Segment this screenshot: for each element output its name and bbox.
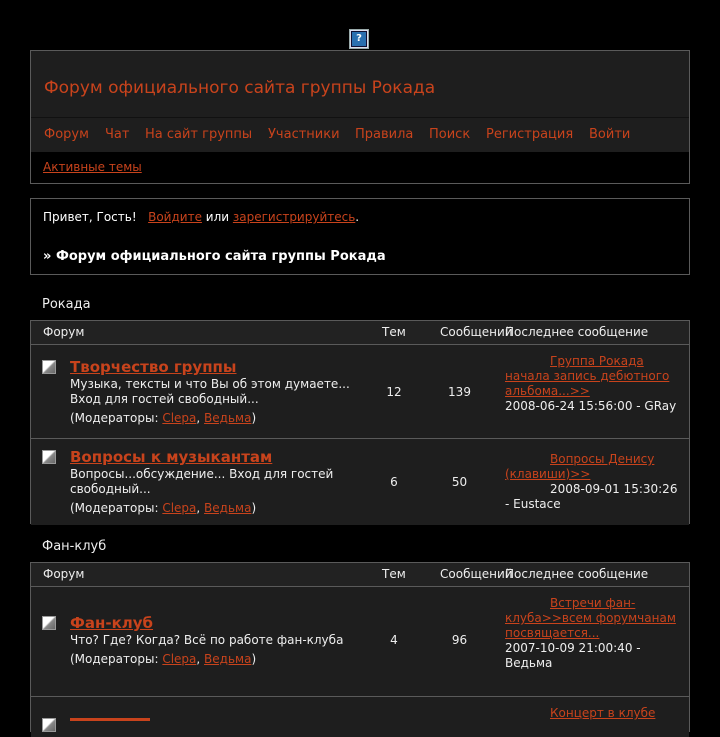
last-post — [505, 706, 685, 721]
sub-nav — [31, 152, 689, 183]
active-topics-link[interactable]: Активные темы — [43, 160, 142, 174]
forum-read-icon — [42, 450, 56, 464]
greeting: Привет, Гость! — [43, 210, 137, 224]
topics-count: 6 — [390, 475, 398, 489]
moderators-label: (Модераторы: — [70, 501, 159, 515]
last-post-meta: 2007-10-09 21:00:40 - Ведьма — [505, 641, 641, 670]
main-nav — [31, 117, 689, 153]
forum-name-link[interactable]: Вопросы к музыкантам — [70, 448, 273, 466]
forum-moderators: (Модераторы: Clepa, Ведьма) — [70, 501, 257, 515]
nav-forum[interactable]: Форум — [44, 127, 89, 142]
category-title[interactable]: Фан-клуб — [42, 539, 107, 554]
forum-table — [30, 320, 690, 524]
last-post-link[interactable]: Встречи фан-клуба>>всем форумчанам посвящается... — [505, 596, 676, 640]
forum-moderators: (Модераторы: Clepa, Ведьма) — [70, 652, 257, 666]
moderators-label: (Модераторы: — [70, 411, 159, 425]
help-icon[interactable]: ? — [349, 29, 369, 49]
forum-row — [31, 587, 689, 697]
moderator-link[interactable]: Clepa — [162, 501, 197, 515]
period: . — [355, 210, 360, 224]
header-posts: Сообщений — [440, 567, 513, 581]
forum-row — [31, 439, 689, 525]
last-post — [505, 452, 685, 512]
forum-read-icon — [42, 616, 56, 630]
welcome-text — [43, 210, 359, 224]
header-forum: Форум — [43, 325, 85, 339]
nav-register[interactable]: Регистрация — [486, 127, 574, 142]
header-posts: Сообщений — [440, 325, 513, 339]
forum-read-icon — [42, 718, 56, 732]
forum-read-icon — [42, 360, 56, 374]
moderator-link[interactable]: Ведьма — [204, 501, 252, 515]
forum-row — [31, 697, 689, 737]
breadcrumb-forum[interactable]: Форум официального сайта группы Рокада — [55, 249, 386, 264]
table-header — [31, 563, 689, 587]
forum-description: Вопросы...обсуждение... Вход для гостей свободный... — [70, 467, 334, 496]
breadcrumb — [43, 249, 386, 264]
moderator-link[interactable]: Clepa — [162, 411, 197, 425]
last-post — [505, 596, 685, 671]
moderators-label: (Модераторы: — [70, 652, 159, 666]
moderator-link[interactable]: Ведьма — [204, 411, 252, 425]
last-post — [505, 354, 685, 414]
last-post-link[interactable]: Концерт в клубе — [550, 706, 656, 720]
breadcrumb-arrow: » — [43, 249, 52, 264]
header-last-post: Последнее сообщение — [505, 325, 649, 339]
category-title[interactable]: Рокада — [42, 297, 91, 312]
header-forum: Форум — [43, 567, 85, 581]
forum-description: Музыка, тексты и что Вы об этом думаете... Вход для гостей свободный... — [70, 377, 350, 406]
or-text: или — [205, 210, 230, 224]
nav-band-site[interactable]: На сайт группы — [145, 127, 253, 142]
topics-count: 12 — [386, 385, 402, 399]
topics-count: 4 — [390, 633, 398, 647]
forum-name-link[interactable]: Фан-клуб — [70, 614, 154, 632]
forum-header — [30, 50, 690, 184]
register-link[interactable]: зарегистрируйтесь — [232, 210, 356, 224]
nav-chat[interactable]: Чат — [105, 127, 130, 142]
last-post-link[interactable]: Вопросы Денису (клавиши)>> — [505, 452, 655, 481]
forum-description: Что? Где? Когда? Всё по работе фан-клуба — [70, 633, 344, 647]
moderator-link[interactable]: Ведьма — [204, 652, 252, 666]
nav-login[interactable]: Войти — [589, 127, 631, 142]
posts-count: 96 — [451, 633, 468, 647]
forum-row — [31, 345, 689, 439]
last-post-meta: 2008-09-01 15:30:26 - Eustace — [505, 482, 678, 511]
last-post-meta: 2008-06-24 15:56:00 - GRay — [505, 399, 677, 413]
forum-moderators: (Модераторы: Clepa, Ведьма) — [70, 411, 257, 425]
forum-name-link[interactable]: Творчество группы — [70, 358, 237, 376]
moderator-link[interactable]: Clepa — [162, 652, 197, 666]
header-topics: Тем — [382, 325, 406, 339]
header-topics: Тем — [382, 567, 406, 581]
posts-count: 50 — [451, 475, 468, 489]
last-post-link[interactable]: Группа Рокада начала запись дебютного альбома...>> — [505, 354, 670, 398]
nav-members[interactable]: Участники — [268, 127, 340, 142]
forum-title: Форум официального сайта группы Рокада — [44, 78, 436, 98]
login-link[interactable]: Войдите — [148, 210, 202, 224]
forum-name-link[interactable] — [70, 715, 150, 721]
welcome-box — [30, 198, 690, 275]
forum-table — [30, 562, 690, 732]
nav-search[interactable]: Поиск — [429, 127, 471, 142]
header-last-post: Последнее сообщение — [505, 567, 649, 581]
table-header — [31, 321, 689, 345]
nav-rules[interactable]: Правила — [355, 127, 414, 142]
posts-count: 139 — [448, 385, 471, 399]
